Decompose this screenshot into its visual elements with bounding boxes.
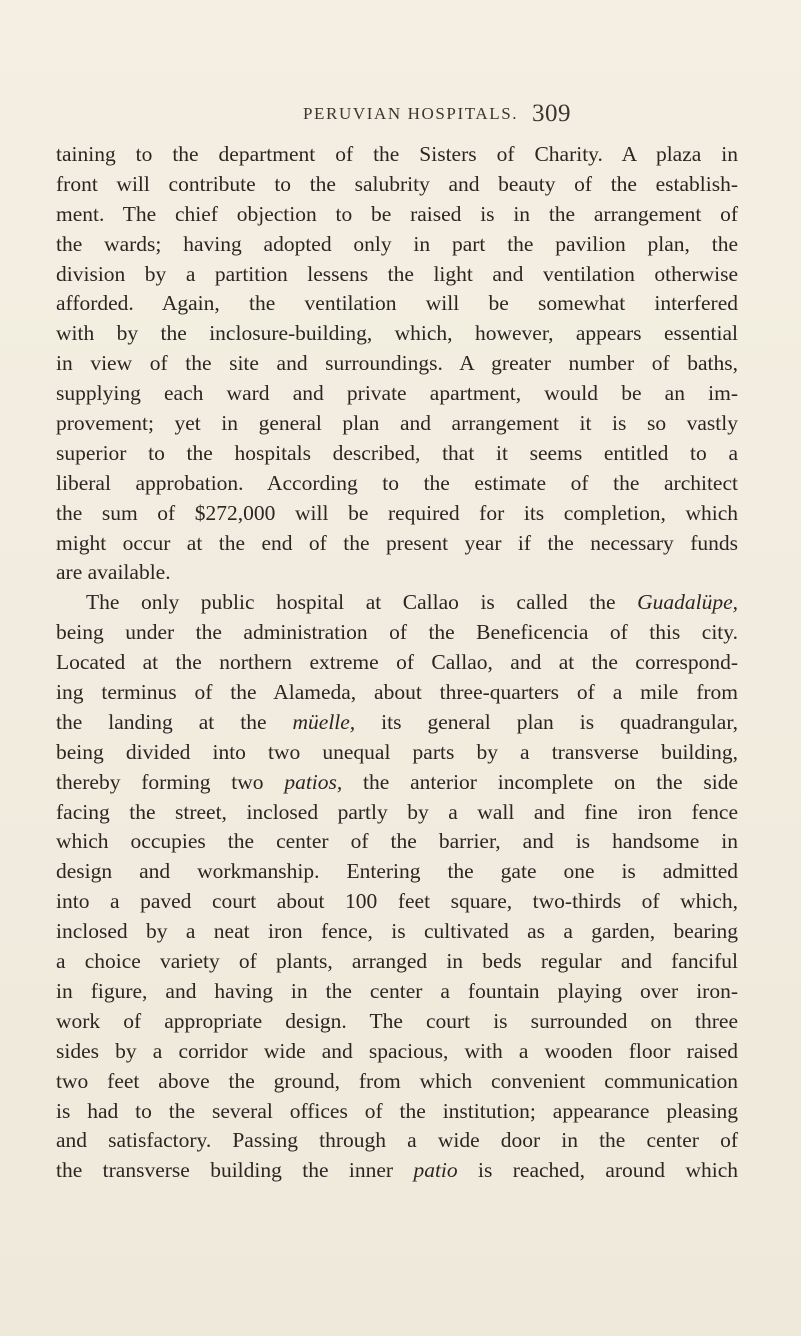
text-line: is had to the several offices of the institution; appearance pleasing: [56, 1098, 738, 1123]
text-line: are available.: [56, 560, 171, 585]
italic-term: patios,: [284, 769, 343, 794]
text-line: a choice variety of plants, arranged in beds regular and fanciful: [56, 949, 738, 974]
text-line: with by the inclosure-building, which, however, appears essential: [56, 321, 738, 346]
text-line: in view of the site and surroundings. A greater number of baths,: [56, 351, 738, 376]
text-line: taining to the department of the Sisters of Charity. A plaza in: [56, 142, 738, 166]
text-line: [56, 768, 738, 798]
italic-term: Guadalüpe,: [637, 590, 738, 615]
text-run: The only public hospital at Callao is called the: [86, 590, 638, 615]
text-line: might occur at the end of the present year if the necessary funds: [56, 530, 738, 555]
text-line: into a paved court about 100 feet square, two-thirds of which,: [56, 889, 738, 914]
text-line: two feet above the ground, from which convenient communication: [56, 1068, 738, 1093]
text-line: [56, 588, 738, 618]
text-run: is reached, around which: [457, 1158, 738, 1183]
italic-term: müelle,: [292, 709, 356, 734]
text-run: the transverse building the inner: [56, 1158, 414, 1183]
text-line: provement; yet in general plan and arrangement it is so vastly: [56, 411, 738, 436]
text-run: the landing at the: [56, 709, 293, 734]
text-line: front will contribute to the salubrity and beauty of the establish-: [56, 171, 738, 196]
text-line: and satisfactory. Passing through a wide door in the center of: [56, 1128, 738, 1153]
text-line: supplying each ward and private apartment, would be an im-: [56, 381, 738, 406]
paragraph-1: [56, 140, 738, 588]
text-line: in figure, and having in the center a fountain playing over iron-: [56, 978, 738, 1003]
text-line: the wards; having adopted only in part the pavilion plan, the: [56, 231, 738, 256]
text-run: its general plan is quadrangular,: [355, 709, 738, 734]
text-run: the anterior incomplete on the side: [342, 769, 738, 794]
text-line: division by a partition lessens the light and ventilation otherwise: [56, 261, 738, 286]
running-head: [0, 100, 801, 134]
page-number: 309: [532, 100, 571, 127]
text-line: ment. The chief objection to be raised is in the arrangement of: [56, 201, 738, 226]
paragraph-2: [56, 588, 738, 1186]
text-run: thereby forming two: [56, 769, 285, 794]
text-line: Located at the northern extreme of Callao, and at the correspond-: [56, 650, 738, 675]
text-line: [56, 708, 738, 738]
text-line: work of appropriate design. The court is surrounded on three: [56, 1008, 738, 1033]
text-line: inclosed by a neat iron fence, is cultivated as a garden, bearing: [56, 919, 738, 944]
text-line: liberal approbation. According to the estimate of the architect: [56, 470, 738, 495]
running-title: PERUVIAN HOSPITALS.: [303, 104, 519, 123]
text-line: facing the street, inclosed partly by a wall and fine iron fence: [56, 799, 738, 824]
text-line: being under the administration of the Beneficencia of this city.: [56, 620, 738, 645]
text-line: design and workmanship. Entering the gate one is admitted: [56, 859, 738, 884]
text-line: being divided into two unequal parts by a transverse building,: [56, 739, 738, 764]
text-line: ing terminus of the Alameda, about three-quarters of a mile from: [56, 680, 738, 705]
text-line: [56, 1156, 738, 1186]
italic-term: patio: [413, 1158, 458, 1183]
text-line: the sum of $272,000 will be required for its completion, which: [56, 500, 738, 525]
text-line: sides by a corridor wide and spacious, with a wooden floor raised: [56, 1038, 738, 1063]
body-text: [56, 140, 738, 1186]
text-line: superior to the hospitals described, that it seems entitled to a: [56, 440, 738, 465]
text-line: afforded. Again, the ventilation will be somewhat interfered: [56, 291, 738, 316]
text-line: which occupies the center of the barrier, and is handsome in: [56, 829, 738, 854]
